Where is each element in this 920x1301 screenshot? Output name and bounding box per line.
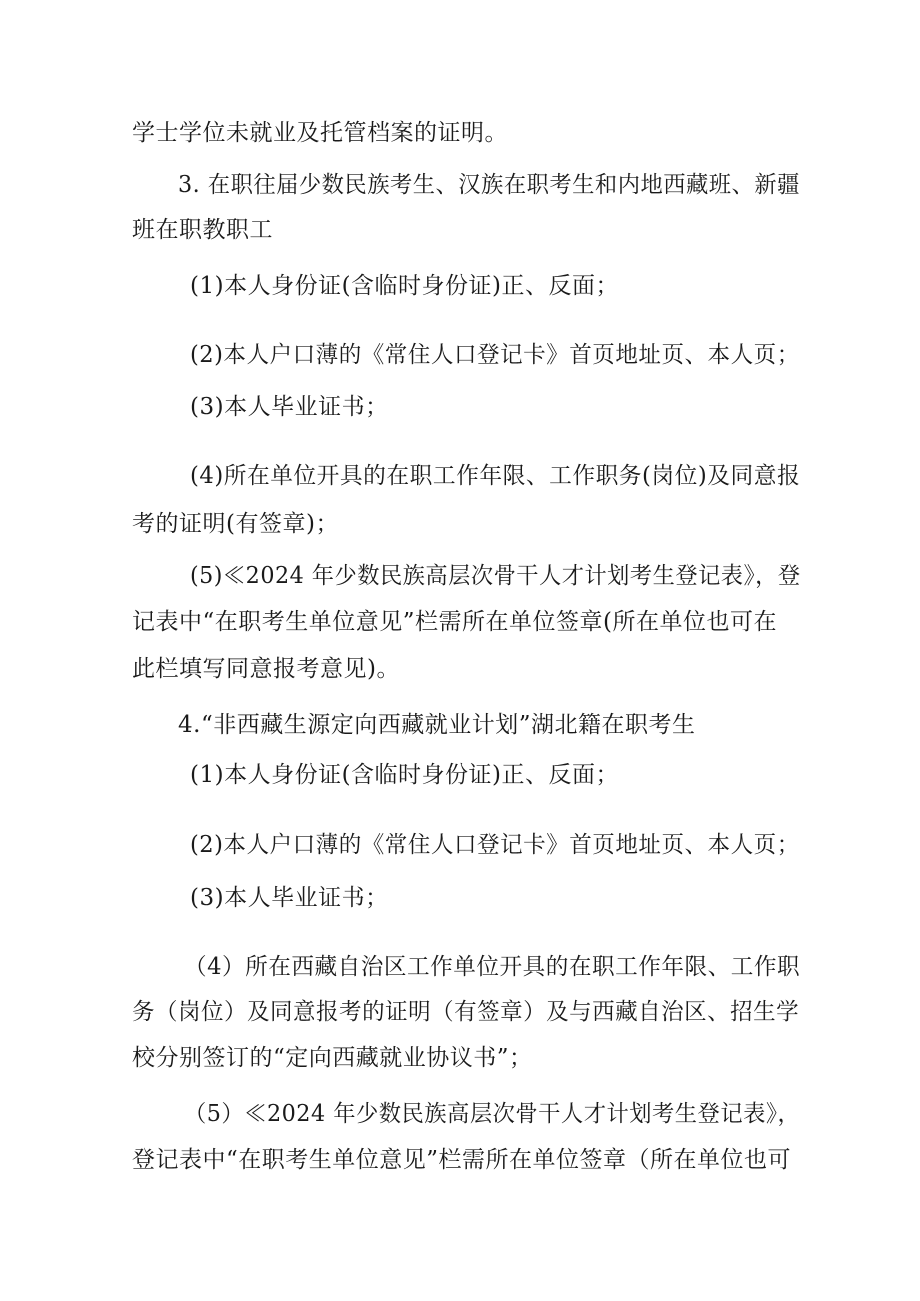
section-3-item-4: (4)所在单位开具的在职工作年限、工作职务(岗位)及同意报 — [190, 463, 801, 489]
section-3-item-5-cont-1: 记表中“在职考生单位意见”栏需所在单位签章(所在单位也可在 — [132, 609, 777, 635]
section-4-item-4: （4）所在西藏自治区工作单位开具的在职工作年限、工作职 — [184, 954, 801, 980]
section-4-item-2: (2)本人户口薄的《常住人口登记卡》首页地址页、本人页； — [190, 832, 800, 858]
section-4-item-5-cont: 登记表中“在职考生单位意见”栏需所在单位签章（所在单位也可 — [132, 1147, 792, 1173]
section-3-heading: 3. 在职往届少数民族考生、汉族在职考生和内地西藏班、新疆 — [178, 172, 800, 198]
section-3-item-5: (5)≪2024 年少数民族高层次骨干人才计划考生登记表》，登 — [190, 563, 801, 589]
section-3-item-4-cont: 考的证明(有签章)； — [132, 511, 339, 537]
section-3-item-5-cont-2: 此栏填写同意报考意见)。 — [132, 656, 400, 682]
section-4-item-3: (3)本人毕业证书； — [190, 885, 389, 911]
section-3-item-1: (1)本人身份证(含临时身份证)正、反面； — [190, 273, 620, 299]
section-3-item-2: (2)本人户口薄的《常住人口登记卡》首页地址页、本人页； — [190, 342, 800, 368]
section-3-item-3: (3)本人毕业证书； — [190, 394, 389, 420]
section-4-item-5: （5）≪2024 年少数民族高层次骨干人才计划考生登记表》， — [184, 1101, 801, 1127]
section-4-item-4-cont-1: 务（岗位）及同意报考的证明（有签章）及与西藏自治区、招生学 — [132, 999, 800, 1025]
section-4-item-1: (1)本人身份证(含临时身份证)正、反面； — [190, 762, 620, 788]
section-4-item-4-cont-2: 校分别签订的“定向西藏就业协议书”； — [132, 1045, 533, 1071]
section-3-heading-cont: 班在职教职工 — [132, 217, 273, 243]
text-line-1: 学士学位未就业及托管档案的证明。 — [132, 120, 508, 146]
section-4-heading: 4.“非西藏生源定向西藏就业计划”湖北籍在职考生 — [178, 712, 696, 738]
